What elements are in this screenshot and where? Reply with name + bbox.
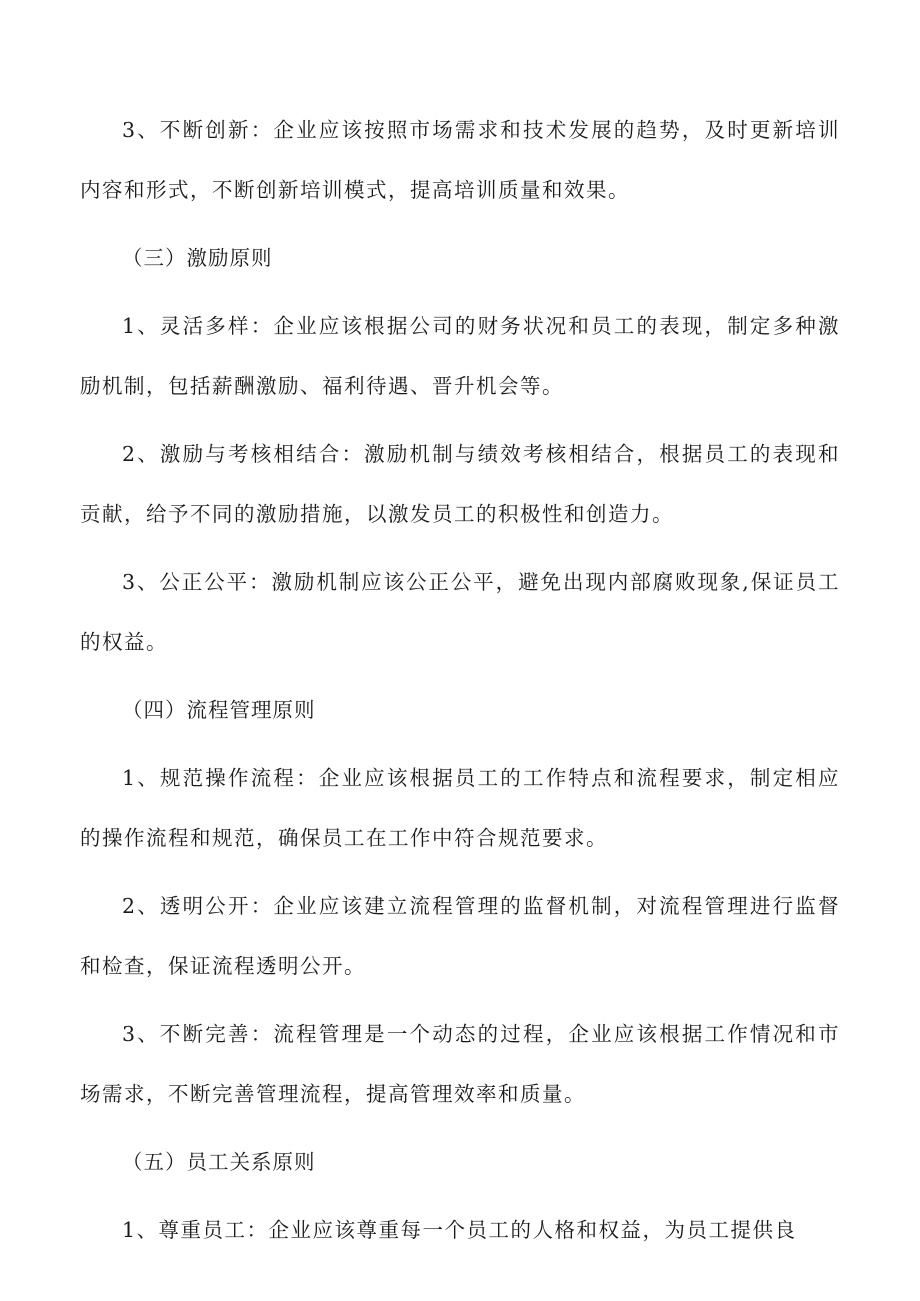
- paragraph-respect: 1、尊重员工：企业应该尊重每一个员工的人格和权益，为员工提供良: [122, 1218, 797, 1242]
- paragraph-flexible: 1、灵活多样：企业应该根据公司的财务状况和员工的表现，制定多种激励机制，包括薪酬激励、福利待遇、晋升机会等。: [80, 314, 840, 398]
- paragraph-incentive-assessment: 2、激励与考核相结合：激励机制与绩效考核相结合，根据员工的表现和贡献，给予不同的激励措施，以激发员工的积极性和创造力。: [80, 442, 840, 526]
- paragraph-improvement: 3、不断完善：流程管理是一个动态的过程，企业应该根据工作情况和市场需求，不断完善管理流程，提高管理效率和质量。: [80, 1022, 840, 1106]
- section-heading-process: （四）流程管理原则: [122, 698, 316, 722]
- paragraph-innovation: 3、不断创新：企业应该按照市场需求和技术发展的趋势，及时更新培训内容和形式，不断创新培训模式，提高培训质量和效果。: [80, 118, 840, 202]
- document-body: [80, 100, 840, 1260]
- section-heading-incentive: （三）激励原则: [122, 246, 273, 270]
- paragraph-transparency: 2、透明公开：企业应该建立流程管理的监督机制，对流程管理进行监督和检查，保证流程透明公开。: [80, 894, 840, 978]
- section-heading-employee-relations: （五）员工关系原则: [122, 1150, 316, 1174]
- paragraph-fairness: 3、公正公平：激励机制应该公正公平，避免出现内部腐败现象,保证员工的权益。: [80, 570, 840, 654]
- paragraph-standard-process: 1、规范操作流程：企业应该根据员工的工作特点和流程要求，制定相应的操作流程和规范，确保员工在工作中符合规范要求。: [80, 766, 840, 850]
